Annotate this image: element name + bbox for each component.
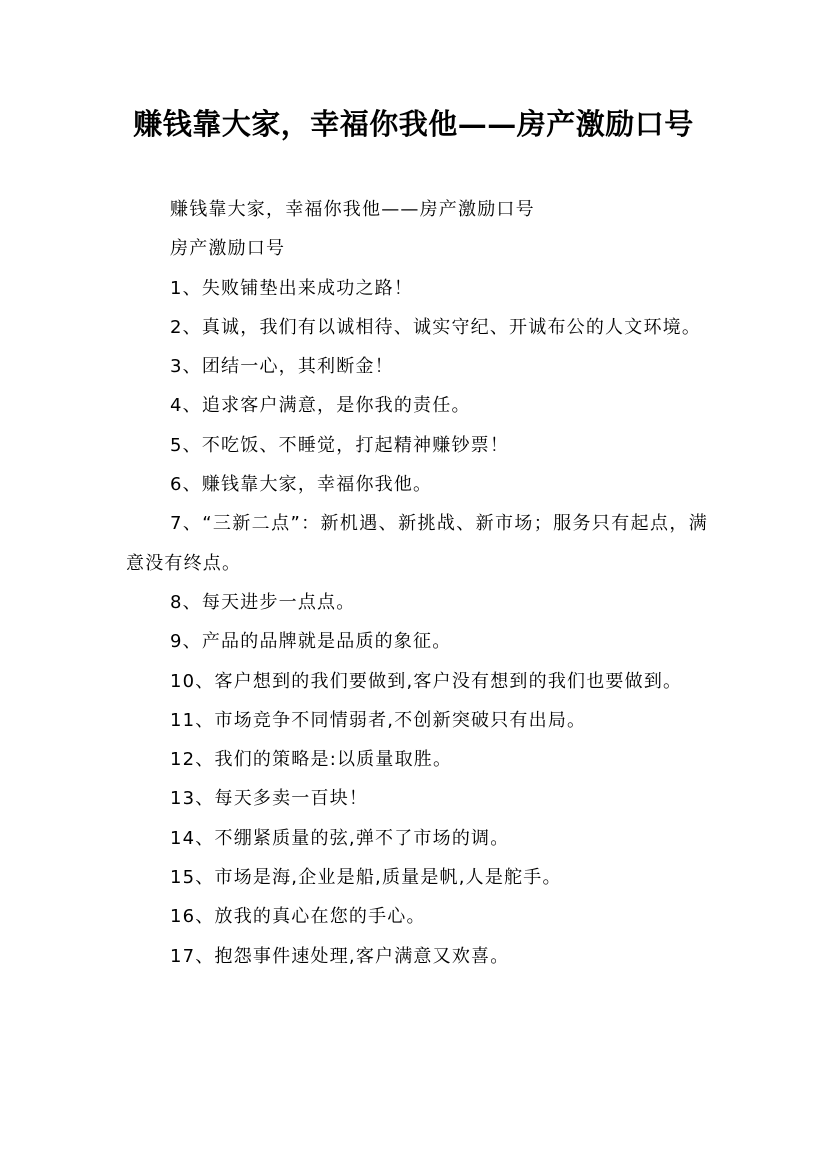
slogan-item-10: 10、客户想到的我们要做到,客户没有想到的我们也要做到。 <box>170 670 683 692</box>
slogan-item-16: 16、放我的真心在您的手心。 <box>170 906 426 928</box>
slogan-item-9: 9、产品的品牌就是品质的象征。 <box>170 631 452 653</box>
document-title: 赚钱靠大家，幸福你我他——房产激励口号 <box>133 107 694 141</box>
slogan-item-4: 4、追求客户满意，是你我的责任。 <box>170 395 471 417</box>
slogan-item-13: 13、每天多卖一百块！ <box>170 788 369 810</box>
paragraph-heading-repeat: 赚钱靠大家，幸福你我他——房产激励口号 <box>170 199 535 220</box>
slogan-item-11: 11、市场竞争不同情弱者,不创新突破只有出局。 <box>170 709 587 731</box>
slogan-item-5: 5、不吃饭、不睡觉，打起精神赚钞票！ <box>170 434 510 456</box>
slogan-item-2: 2、真诚，我们有以诚相待、诚实守纪、开诚布公的人文环境。 <box>170 316 702 338</box>
slogan-item-12: 12、我们的策略是:以质量取胜。 <box>170 749 453 771</box>
slogan-item-7: 7、“三新二点”：新机遇、新挑战、新市场；服务只有起点，满意没有终点。 <box>126 513 708 574</box>
slogan-item-17: 17、抱怨事件速处理,客户满意又欢喜。 <box>170 945 510 967</box>
slogan-item-6: 6、赚钱靠大家，幸福你我他。 <box>170 474 433 496</box>
slogan-item-3: 3、团结一心，其利断金！ <box>170 356 394 378</box>
document-body <box>126 190 708 976</box>
paragraph-section-label: 房产激励口号 <box>170 238 286 260</box>
slogan-item-8: 8、每天进步一点点。 <box>170 591 356 613</box>
slogan-item-14: 14、不绷紧质量的弦,弹不了市场的调。 <box>170 827 510 849</box>
slogan-item-1: 1、失败铺垫出来成功之路！ <box>170 277 414 299</box>
slogan-item-15: 15、市场是海,企业是船,质量是帆,人是舵手。 <box>170 867 562 889</box>
